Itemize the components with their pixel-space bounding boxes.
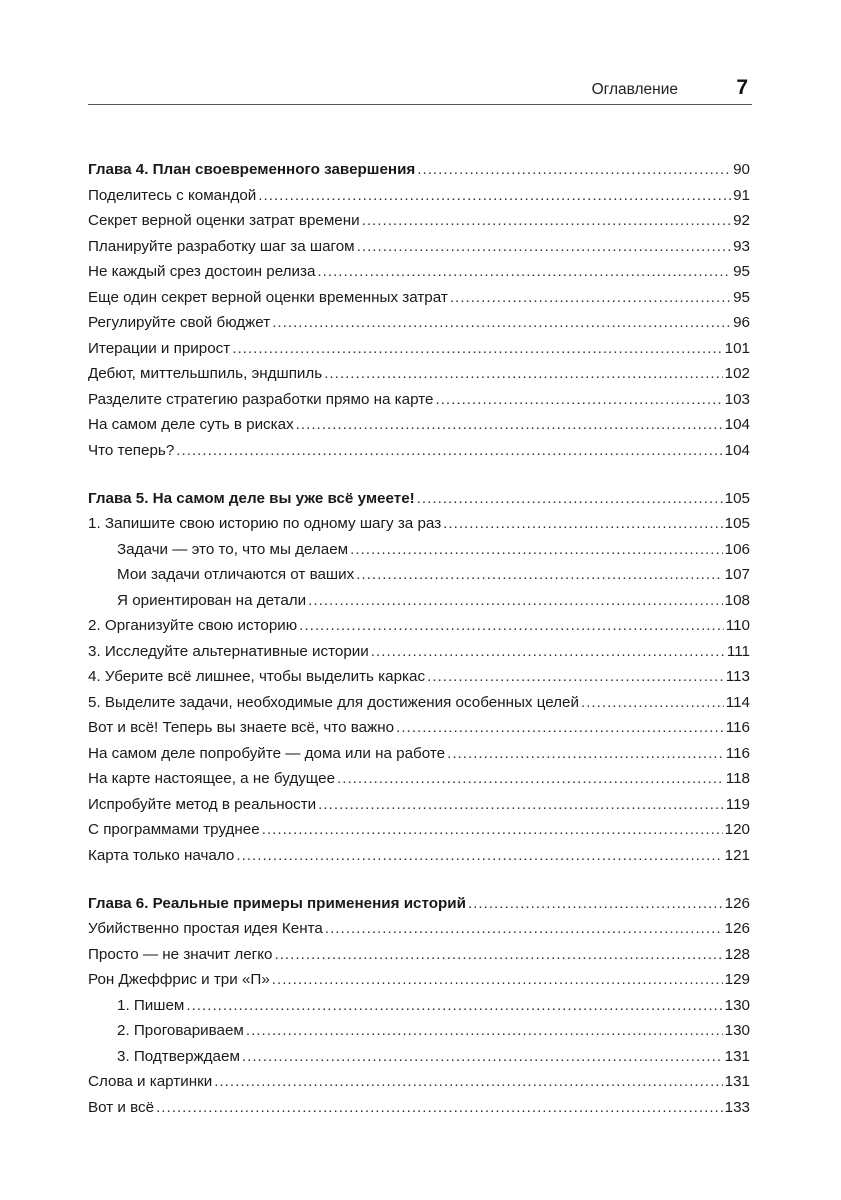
toc-entry-label: Что теперь? xyxy=(88,441,175,459)
toc-entry-label: Мои задачи отличаются от ваших xyxy=(117,566,355,583)
toc-entry-label: Убийственно простая идея Кента xyxy=(88,920,323,937)
toc-entry-page: 105 xyxy=(724,489,750,507)
toc-entry-page: 116 xyxy=(725,719,750,736)
toc-entry-label: 1. Запишите свою историю по одному шагу за раз xyxy=(88,515,442,532)
toc-entry xyxy=(88,208,750,234)
toc-entry-page: 95 xyxy=(733,263,750,280)
toc-entry-label: Итерации и прирост xyxy=(88,339,231,357)
toc-entry-label: 1. Пишем xyxy=(117,996,185,1014)
toc-entry-page: 106 xyxy=(724,540,750,558)
dot-leader xyxy=(324,361,722,387)
toc-entry xyxy=(88,817,750,843)
toc-entry xyxy=(88,942,750,968)
dot-leader xyxy=(272,310,731,336)
dot-leader xyxy=(317,259,731,285)
toc-entry-label: Рон Джеффрис и три «П» xyxy=(88,971,270,988)
toc-entry-page: 131 xyxy=(724,1073,750,1090)
toc-entry xyxy=(88,715,750,741)
dot-leader xyxy=(581,690,724,716)
toc-entry-page: 133 xyxy=(724,1098,750,1116)
toc-entry-label: 2. Проговариваем xyxy=(117,1022,244,1039)
toc-entry-page: 93 xyxy=(733,237,750,255)
dot-leader xyxy=(447,741,724,767)
toc-entry xyxy=(88,1069,750,1095)
dot-leader xyxy=(308,588,723,614)
toc-entry xyxy=(88,993,750,1019)
toc-entry xyxy=(88,259,750,285)
toc-entry xyxy=(88,387,750,413)
toc-entry-label: Задачи — это то, что мы делаем xyxy=(117,540,349,558)
toc-entry xyxy=(88,1018,750,1044)
dot-leader xyxy=(232,336,722,362)
dot-leader xyxy=(246,1018,723,1044)
dot-leader xyxy=(427,664,724,690)
toc-entry xyxy=(88,967,750,993)
dot-leader xyxy=(356,562,722,588)
toc-entry xyxy=(88,336,750,362)
toc-entry-label: Планируйте разработку шаг за шагом xyxy=(88,237,355,255)
toc-entry xyxy=(88,613,750,639)
dot-leader xyxy=(242,1044,723,1070)
dot-leader xyxy=(274,942,722,968)
toc-entry xyxy=(88,916,750,942)
toc-entry-label: 3. Подтверждаем xyxy=(117,1047,240,1065)
toc-entry-label: Поделитесь с командой xyxy=(88,186,257,204)
toc-entry-label: Вот и всё! Теперь вы знаете всё, что важно xyxy=(88,719,395,736)
dot-leader xyxy=(468,891,723,917)
toc-chapter-entry xyxy=(88,157,750,183)
dot-leader xyxy=(258,183,731,209)
dot-leader xyxy=(214,1069,722,1095)
toc-entry-page: 105 xyxy=(724,515,750,532)
toc-entry-page: 131 xyxy=(724,1047,750,1065)
toc-entry xyxy=(88,412,750,438)
dot-leader xyxy=(156,1095,723,1121)
dot-leader xyxy=(262,817,723,843)
toc-entry-page: 104 xyxy=(724,441,750,459)
toc-entry-label: Вот и всё xyxy=(88,1098,155,1116)
dot-leader xyxy=(435,387,722,413)
dot-leader xyxy=(325,916,723,942)
dot-leader xyxy=(337,766,724,792)
toc-entry-label: Разделите стратегию разработки прямо на карте xyxy=(88,390,434,408)
toc-entry xyxy=(88,562,750,588)
dot-leader xyxy=(186,993,722,1019)
toc-entry xyxy=(88,310,750,336)
toc-entry-label: Секрет верной оценки затрат времени xyxy=(88,212,360,229)
toc-entry-page: 102 xyxy=(724,365,750,382)
toc-entry-label: 3. Исследуйте альтернативные истории xyxy=(88,642,369,660)
toc-entry-label: Испробуйте метод в реальности xyxy=(88,795,317,813)
dot-leader xyxy=(350,537,723,563)
toc-entry xyxy=(88,537,750,563)
toc-entry-page: 113 xyxy=(725,668,750,685)
toc-entry xyxy=(88,588,750,614)
toc-entry-page: 104 xyxy=(724,416,750,433)
toc-entry-page: 126 xyxy=(724,894,750,912)
dot-leader xyxy=(417,157,731,183)
toc-entry xyxy=(88,843,750,869)
toc-entry-page: 120 xyxy=(724,821,750,838)
toc-entry xyxy=(88,438,750,464)
dot-leader xyxy=(272,967,723,993)
toc-entry xyxy=(88,234,750,260)
toc-entry-page: 111 xyxy=(726,642,750,660)
dot-leader xyxy=(176,438,722,464)
toc-entry xyxy=(88,639,750,665)
toc-entry xyxy=(88,511,750,537)
toc-entry xyxy=(88,690,750,716)
toc-entry-page: 118 xyxy=(725,770,750,787)
toc-entry-label: Я ориентирован на детали xyxy=(117,591,307,609)
toc-entry-page: 121 xyxy=(724,846,750,864)
toc-chapter-entry xyxy=(88,891,750,917)
toc-entry xyxy=(88,792,750,818)
toc-entry-page: 130 xyxy=(724,1022,750,1039)
toc-entry-label: Не каждый срез достоин релиза xyxy=(88,263,316,280)
dot-leader xyxy=(396,715,724,741)
toc-entry-page: 128 xyxy=(724,945,750,963)
toc-entry xyxy=(88,1044,750,1070)
toc-entry-label: Глава 6. Реальные примеры применения историй xyxy=(88,894,466,912)
toc-entry-label: Глава 4. План своевременного завершения xyxy=(88,161,416,178)
toc-entry-page: 96 xyxy=(733,314,750,331)
toc-entry-label: На самом деле суть в рисках xyxy=(88,416,294,433)
toc-entry-label: На самом деле попробуйте — дома или на работе xyxy=(88,744,446,762)
dot-leader xyxy=(443,511,723,537)
toc-entry-page: 103 xyxy=(724,390,750,408)
toc-entry-label: Слова и картинки xyxy=(88,1073,213,1090)
toc-entry-label: На карте настоящее, а не будущее xyxy=(88,770,336,787)
running-header xyxy=(88,76,752,105)
toc-entry-label: С программами труднее xyxy=(88,821,260,838)
toc-entry-label: Регулируйте свой бюджет xyxy=(88,314,271,331)
toc-entry-label: Просто — не значит легко xyxy=(88,945,273,963)
toc-entry-label: 5. Выделите задачи, необходимые для достижения особенных целей xyxy=(88,693,579,711)
toc-entry-label: Глава 5. На самом деле вы уже всё умеете! xyxy=(88,489,415,507)
page-number: 7 xyxy=(736,76,748,99)
toc-entry xyxy=(88,766,750,792)
toc-entry xyxy=(88,183,750,209)
toc-entry-page: 101 xyxy=(724,339,750,357)
toc-entry xyxy=(88,1095,750,1121)
toc-entry-label: 4. Уберите всё лишнее, чтобы выделить каркас xyxy=(88,668,426,685)
toc-entry-label: 2. Организуйте свою историю xyxy=(88,617,298,634)
toc-entry-page: 92 xyxy=(733,212,750,229)
toc-entry-page: 116 xyxy=(725,744,750,762)
toc-entry-page: 126 xyxy=(724,920,750,937)
toc-entry-page: 119 xyxy=(725,795,750,813)
toc-entry-page: 130 xyxy=(724,996,750,1014)
dot-leader xyxy=(450,285,731,311)
toc-entry-page: 110 xyxy=(725,617,750,634)
toc-entry-page: 95 xyxy=(733,288,750,306)
dot-leader xyxy=(371,639,725,665)
toc-entry-page: 107 xyxy=(724,566,750,583)
dot-leader xyxy=(362,208,731,234)
toc-entry-label: Еще один секрет верной оценки временных затрат xyxy=(88,288,448,306)
toc-entry-page: 129 xyxy=(724,971,750,988)
table-of-contents xyxy=(88,157,750,1120)
dot-leader xyxy=(357,234,731,260)
dot-leader xyxy=(296,412,723,438)
toc-entry xyxy=(88,361,750,387)
toc-entry-label: Карта только начало xyxy=(88,846,235,864)
toc-entry-page: 90 xyxy=(733,161,750,178)
dot-leader xyxy=(417,486,723,512)
toc-entry-page: 114 xyxy=(725,693,750,711)
toc-entry xyxy=(88,741,750,767)
toc-entry-label: Дебют, миттельшпиль, эндшпиль xyxy=(88,365,323,382)
toc-entry-page: 108 xyxy=(724,591,750,609)
dot-leader xyxy=(318,792,724,818)
toc-entry-page: 91 xyxy=(733,186,750,204)
toc-entry xyxy=(88,664,750,690)
toc-entry xyxy=(88,285,750,311)
dot-leader xyxy=(299,613,724,639)
toc-chapter-entry xyxy=(88,486,750,512)
dot-leader xyxy=(236,843,722,869)
running-title: Оглавление xyxy=(591,81,678,98)
